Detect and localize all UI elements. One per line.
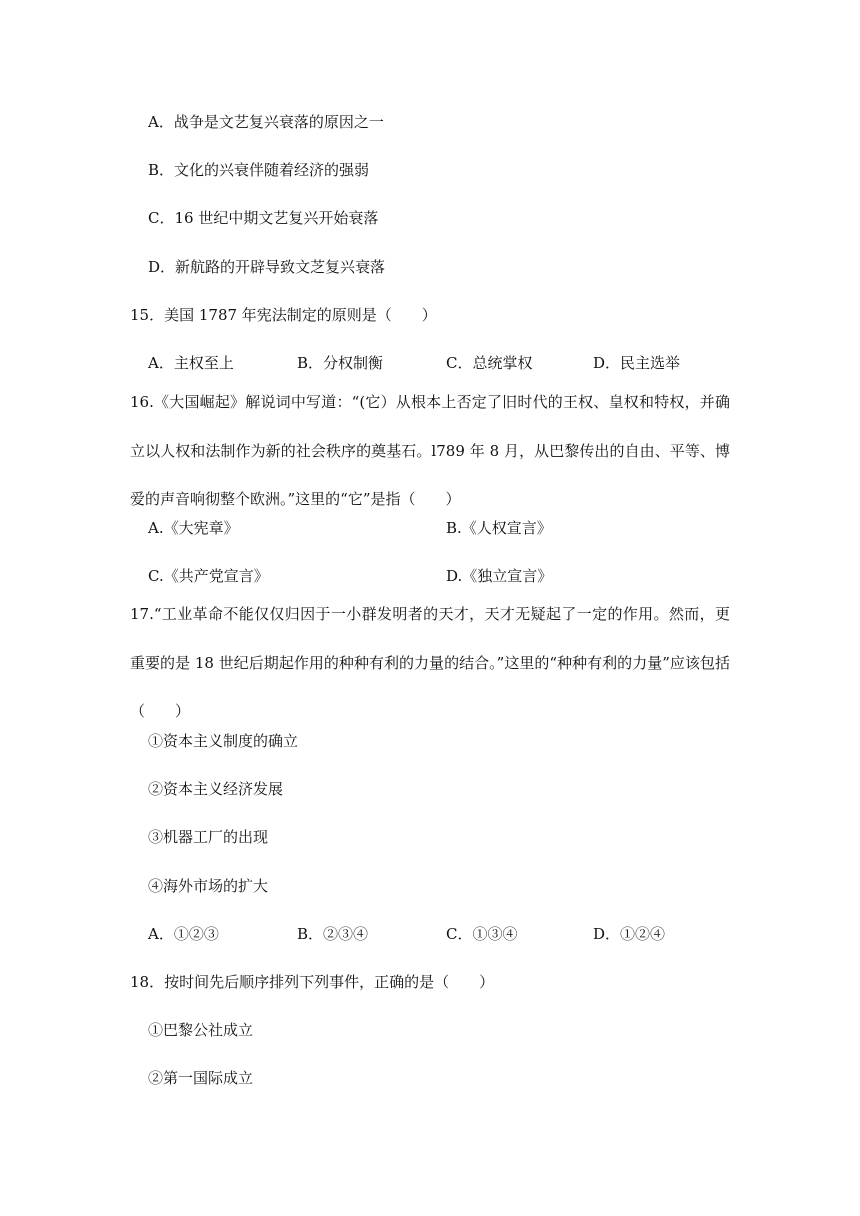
q17-option-d: D．①②④ (593, 925, 666, 943)
q16-option-a: A.《大宪章》 (148, 519, 239, 537)
q16-option-b: B.《人权宣言》 (446, 519, 552, 537)
q15-option-d: D．民主选举 (593, 354, 681, 372)
q17-option-c: C．①③④ (446, 925, 518, 943)
q17-item-2: ②资本主义经济发展 (148, 780, 284, 798)
q17-stem: 17.“工业革命不能仅仅归因于一小群发明者的天才，天才无疑起了一定的作用。然而，更重要的是 18 世纪后期起作用的种种有利的力量的结合。”这里的“种种有利的力量”应该包括（ ） (130, 605, 730, 720)
q15-stem: 15．美国 1787 年宪法制定的原则是（ ） (130, 306, 437, 324)
q15-option-a: A．主权至上 (148, 354, 234, 372)
q17-option-b: B．②③④ (297, 925, 369, 943)
q14-option-c: C．16 世纪中期文艺复兴开始衰落 (148, 209, 379, 227)
q14-option-a: A．战争是文艺复兴衰落的原因之一 (148, 113, 384, 131)
q17-item-4: ④海外市场的扩大 (148, 877, 269, 895)
q15-option-c: C．总统掌权 (446, 354, 533, 372)
q18-stem: 18．按时间先后顺序排列下列事件，正确的是（ ） (130, 973, 495, 991)
q14-option-b: B．文化的兴衰伴随着经济的强弱 (148, 161, 370, 179)
q15-option-b: B．分权制衡 (297, 354, 384, 372)
q16-stem: 16.《大国崛起》解说词中写道：“(它）从根本上否定了旧时代的王权、皇权和特权，并确立以人权和法制作为新的社会秩序的奠基石。l789 年 8 月，从巴黎传出的自由、平等、博爱的声音响彻整个欧洲。”这里的“它”是指（ ） (130, 393, 730, 508)
q18-item-2: ②第一国际成立 (148, 1069, 254, 1087)
q16-option-c: C.《共产党宣言》 (148, 567, 269, 585)
q17-item-3: ③机器工厂的出现 (148, 828, 269, 846)
q17-option-a: A．①②③ (148, 925, 219, 943)
q14-option-d: D．新航路的开辟导致文芝复兴衰落 (148, 258, 386, 276)
q17-item-1: ①资本主义制度的确立 (148, 732, 299, 750)
q16-option-d: D.《独立宣言》 (446, 567, 553, 585)
q18-item-1: ①巴黎公社成立 (148, 1021, 254, 1039)
